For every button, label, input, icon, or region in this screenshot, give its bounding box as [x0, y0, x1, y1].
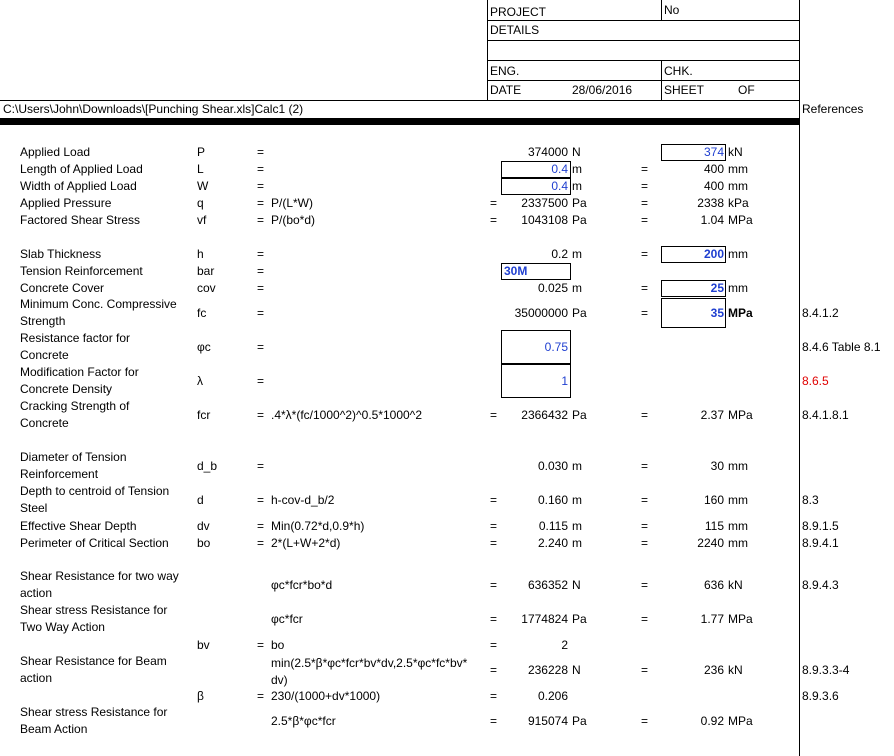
row-equals: =: [257, 493, 265, 507]
row-description: Concrete Cover: [20, 281, 105, 295]
row-formula: h-cov-d_b/2: [271, 493, 335, 507]
row-description: Resistance factor for: [20, 331, 131, 345]
row-value-si: 636: [703, 578, 724, 592]
row-description-line2: action: [20, 671, 53, 685]
row-value-si: 160: [703, 493, 724, 507]
row-symbol: fc: [197, 306, 207, 320]
row-equals: =: [257, 196, 265, 210]
row-value-si: 0.92: [700, 714, 724, 728]
row-reference: 8.9.4.3: [802, 578, 839, 592]
row-value: 1: [561, 374, 568, 388]
row-unit-si: mm: [728, 162, 748, 176]
chk-label: CHK.: [664, 64, 693, 78]
row-reference: 8.9.4.1: [802, 536, 839, 550]
row-value-si: 2.37: [700, 408, 724, 422]
row-description: Slab Thickness: [20, 247, 102, 261]
row-formula: min(2.5*β*φc*fcr*bv*dv,2.5*φc*fc*bv*: [271, 656, 468, 670]
row-equals-2: =: [490, 493, 498, 507]
row-unit-si: mm: [728, 493, 748, 507]
row-unit: m: [572, 493, 582, 507]
row-value: 2337500: [521, 196, 568, 210]
row-value-si: 115: [704, 519, 724, 533]
row-value: 0.2: [551, 247, 568, 261]
references-heading: References: [802, 102, 864, 116]
row-equals-2: =: [490, 638, 498, 652]
row-unit: N: [572, 578, 581, 592]
row-symbol: d: [197, 493, 204, 507]
row-value: 0.025: [537, 281, 568, 295]
row-value: 0.160: [537, 493, 568, 507]
row-symbol: h: [197, 247, 204, 261]
row-equals-2: =: [490, 689, 498, 703]
row-equals-2: =: [490, 408, 498, 422]
row-description: Applied Pressure: [20, 196, 112, 210]
row-equals-3: =: [641, 519, 649, 533]
row-description-line2: Concrete Density: [20, 382, 113, 396]
row-unit-si: MPa: [728, 408, 753, 422]
row-unit: N: [572, 145, 581, 159]
row-formula: Min(0.72*d,0.9*h): [271, 519, 365, 533]
no-label: No: [664, 3, 680, 17]
row-symbol: bar: [197, 264, 215, 278]
date-label: DATE: [490, 83, 522, 97]
row-formula-line2: dv): [271, 673, 288, 687]
row-value: 2366432: [521, 408, 568, 422]
row-reference: 8.4.6 Table 8.1: [802, 340, 881, 354]
row-unit: Pa: [572, 306, 587, 320]
row-equals-2: =: [490, 196, 498, 210]
row-formula: φc*fcr*bo*d: [271, 578, 333, 592]
row-equals-3: =: [641, 612, 649, 626]
row-reference: 8.6.5: [802, 374, 829, 388]
row-equals-3: =: [641, 714, 649, 728]
row-equals-3: =: [641, 578, 649, 592]
row-description-line2: Two Way Action: [20, 620, 105, 634]
row-value: 1043108: [521, 213, 568, 227]
row-reference: 8.9.1.5: [802, 519, 839, 533]
row-equals: =: [257, 306, 265, 320]
row-unit: m: [572, 247, 582, 261]
row-description-line2: Concrete: [20, 348, 69, 362]
row-equals: =: [257, 689, 265, 703]
row-value-si: 400: [703, 162, 724, 176]
row-value-si: 200: [703, 247, 724, 261]
row-equals-3: =: [641, 213, 649, 227]
row-equals-2: =: [490, 578, 498, 592]
row-reference: 8.9.3.3-4: [802, 663, 850, 677]
row-description-line2: Steel: [20, 501, 48, 515]
row-equals: =: [257, 162, 265, 176]
details-label: DETAILS: [490, 23, 540, 37]
row-value-si: 2240: [697, 536, 724, 550]
row-unit-si: mm: [728, 519, 748, 533]
row-description: Length of Applied Load: [20, 162, 143, 176]
row-unit-si: mm: [728, 459, 748, 473]
row-description: Modification Factor for: [20, 365, 139, 379]
row-value-si: 35: [710, 306, 724, 320]
row-equals: =: [257, 408, 265, 422]
row-description-line2: action: [20, 586, 53, 600]
row-description: Tension Reinforcement: [20, 264, 143, 278]
row-reference: 8.3: [802, 493, 819, 507]
row-equals: =: [257, 264, 265, 278]
row-unit: m: [572, 536, 582, 550]
row-equals-2: =: [490, 714, 498, 728]
row-formula: bo: [271, 638, 285, 652]
row-equals-3: =: [641, 536, 649, 550]
row-unit-si: MPa: [728, 306, 753, 320]
row-description: Shear Resistance for two way: [20, 569, 179, 583]
of-label: OF: [738, 83, 755, 97]
row-unit: Pa: [572, 612, 587, 626]
row-equals-3: =: [641, 179, 649, 193]
row-unit: m: [572, 459, 582, 473]
row-equals-2: =: [490, 536, 498, 550]
row-equals: =: [257, 179, 265, 193]
row-value-si: 374: [703, 145, 724, 159]
row-description-line2: Beam Action: [20, 722, 88, 736]
row-description: Width of Applied Load: [20, 179, 137, 193]
row-value: 236228: [527, 663, 568, 677]
file-path: C:\Users\John\Downloads\[Punching Shear.xls]Calc1 (2): [3, 102, 304, 116]
row-unit-si: kN: [728, 145, 743, 159]
project-label: PROJECT: [490, 5, 547, 19]
row-symbol: cov: [197, 281, 216, 295]
sheet-label: SHEET: [664, 83, 705, 97]
row-value: 0.4: [551, 179, 568, 193]
date-value: 28/06/2016: [572, 83, 633, 97]
row-equals: =: [257, 519, 265, 533]
row-reference: 8.9.3.6: [802, 689, 839, 703]
row-value-si: 400: [703, 179, 724, 193]
row-value: 0.115: [538, 519, 568, 533]
row-equals-3: =: [641, 196, 649, 210]
row-value: 0.206: [537, 689, 568, 703]
row-equals-3: =: [641, 459, 649, 473]
row-formula: .4*λ*(fc/1000^2)^0.5*1000^2: [271, 408, 422, 422]
row-unit: Pa: [572, 213, 587, 227]
row-unit: m: [572, 519, 582, 533]
row-unit-si: mm: [728, 281, 748, 295]
row-description: Depth to centroid of Tension: [20, 484, 170, 498]
row-formula: 2*(L+W+2*d): [271, 536, 341, 550]
eng-label: ENG.: [490, 64, 520, 78]
row-unit: m: [572, 179, 582, 193]
row-value: 35000000: [514, 306, 568, 320]
row-value: 30M: [504, 264, 528, 278]
row-value: 2.240: [537, 536, 568, 550]
row-equals: =: [257, 145, 265, 159]
row-unit-si: kN: [728, 663, 743, 677]
row-value: 915074: [527, 714, 568, 728]
row-description-line2: Concrete: [20, 416, 69, 430]
row-value: 374000: [527, 145, 568, 159]
row-unit-si: MPa: [728, 612, 753, 626]
row-equals-3: =: [641, 162, 649, 176]
row-value-si: 236: [703, 663, 724, 677]
row-value: 2: [561, 638, 568, 652]
row-description: Applied Load: [20, 145, 91, 159]
row-symbol: W: [197, 179, 209, 193]
row-reference: 8.4.1.2: [802, 306, 839, 320]
row-equals: =: [257, 459, 265, 473]
row-description: Minimum Conc. Compressive: [20, 297, 177, 311]
row-description: Shear stress Resistance for: [20, 603, 168, 617]
row-equals-2: =: [490, 663, 498, 677]
row-description: Diameter of Tension: [20, 450, 127, 464]
row-symbol: φc: [197, 340, 211, 354]
row-symbol: q: [197, 196, 204, 210]
row-equals-3: =: [641, 281, 649, 295]
row-symbol: d_b: [197, 459, 218, 473]
row-value: 0.030: [537, 459, 568, 473]
row-value-si: 25: [710, 281, 724, 295]
row-unit: Pa: [572, 714, 587, 728]
row-equals-2: =: [490, 612, 498, 626]
row-equals: =: [257, 213, 265, 227]
row-equals-3: =: [641, 663, 649, 677]
row-unit-si: MPa: [728, 714, 753, 728]
row-equals: =: [257, 638, 265, 652]
row-equals-3: =: [641, 247, 649, 261]
row-unit-si: mm: [728, 179, 748, 193]
row-equals-2: =: [490, 213, 498, 227]
row-formula: P/(L*W): [271, 196, 313, 210]
row-description-line2: Strength: [20, 314, 66, 328]
row-unit: Pa: [572, 196, 587, 210]
row-formula: 230/(1000+dv*1000): [271, 689, 381, 703]
row-equals: =: [257, 247, 265, 261]
row-symbol: λ: [197, 374, 203, 388]
row-value-si: 30: [710, 459, 724, 473]
row-unit-si: kN: [728, 578, 743, 592]
row-unit-si: mm: [728, 536, 748, 550]
row-equals-3: =: [641, 408, 649, 422]
row-symbol: P: [197, 145, 206, 159]
row-value-si: 1.77: [700, 612, 724, 626]
row-equals-3: =: [641, 306, 649, 320]
row-description: Shear stress Resistance for: [20, 705, 168, 719]
row-formula: P/(bo*d): [271, 213, 316, 227]
row-reference: 8.4.1.8.1: [802, 408, 849, 422]
row-unit: m: [572, 162, 582, 176]
row-equals: =: [257, 536, 265, 550]
row-symbol: bo: [197, 536, 211, 550]
row-formula: φc*fcr: [271, 612, 303, 626]
row-value-si: 2338: [697, 196, 724, 210]
row-unit: m: [572, 281, 582, 295]
row-unit-si: kPa: [728, 196, 749, 210]
row-equals: =: [257, 374, 265, 388]
row-unit-si: MPa: [728, 213, 753, 227]
row-equals: =: [257, 340, 265, 354]
row-unit-si: mm: [728, 247, 748, 261]
row-description: Factored Shear Stress: [20, 213, 141, 227]
row-equals-3: =: [641, 493, 649, 507]
row-value-si: 1.04: [700, 213, 724, 227]
row-value: 636352: [527, 578, 568, 592]
row-description: Shear Resistance for Beam: [20, 654, 167, 668]
row-symbol: bv: [197, 638, 210, 652]
row-equals-2: =: [490, 519, 498, 533]
row-value: 0.4: [551, 162, 568, 176]
row-description: Effective Shear Depth: [20, 519, 137, 533]
row-formula: 2.5*β*φc*fcr: [271, 714, 336, 728]
row-description: Perimeter of Critical Section: [20, 536, 169, 550]
row-description: Cracking Strength of: [20, 399, 130, 413]
row-symbol: β: [197, 689, 204, 703]
row-value: 0.75: [544, 340, 568, 354]
row-unit: N: [572, 663, 581, 677]
row-description-line2: Reinforcement: [20, 467, 99, 481]
row-symbol: L: [197, 162, 204, 176]
row-symbol: fcr: [197, 408, 211, 422]
row-unit: Pa: [572, 408, 587, 422]
row-value: 1774824: [521, 612, 568, 626]
row-equals: =: [257, 281, 265, 295]
row-symbol: vf: [197, 213, 207, 227]
row-symbol: dv: [197, 519, 210, 533]
